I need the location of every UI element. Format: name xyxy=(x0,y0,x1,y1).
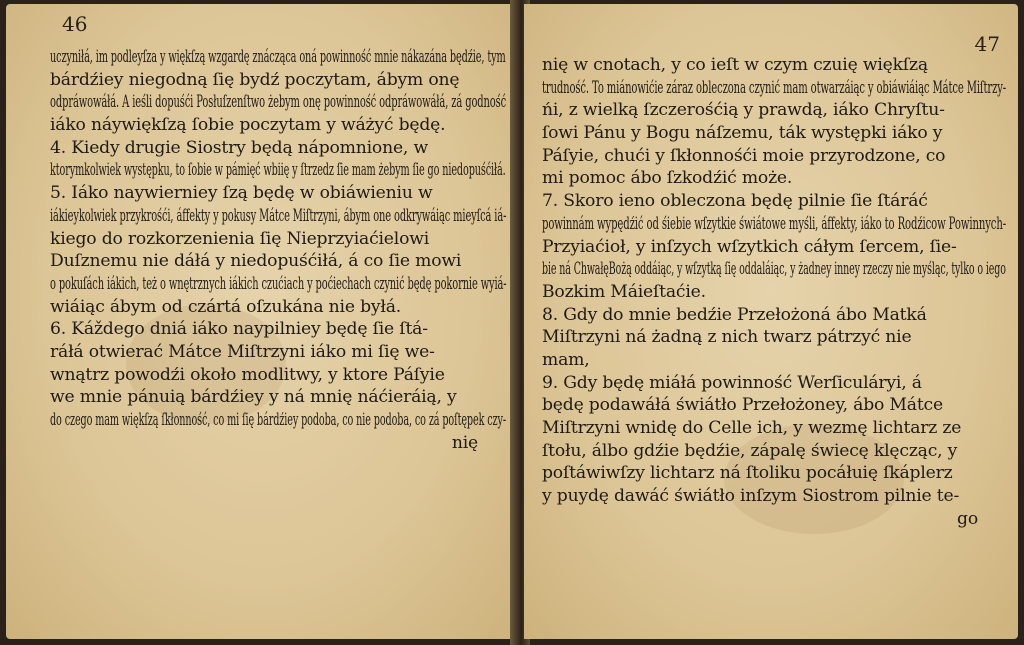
text-line: go xyxy=(957,508,978,529)
text-line: 7. Skoro ieno obleczona będę pilnie ſie ſtáráć xyxy=(542,191,928,212)
right-page xyxy=(524,4,1018,639)
text-line: Przyiaćioł, y inſzych wſzytkich cáłym ſercem, ſie- xyxy=(542,236,957,257)
page-number: 46 xyxy=(62,12,88,36)
text-line: kiego do rozkorzenienia ſię Nieprzyiaćielowi xyxy=(50,228,430,249)
left-page xyxy=(6,4,516,639)
text-line: we mnie pánuią bárdźiey y ná mnię náćieráią, y xyxy=(50,387,457,408)
text-line: mi pomoc ábo ſzkodźić może. xyxy=(542,168,793,189)
text-line: bie ná ChwałęBożą oddáiąc, y wſzytką ſię oddaláiąc, y żadney inney rzeczy nie myśląc, tylko o iego xyxy=(542,259,1006,280)
text-line: powinnám wypędźić od śiebie wſzytkie świátowe myśli, áffekty, iáko to Rodźicow Powinnych- xyxy=(542,213,1006,234)
text-line: nię w cnotach, y co ieſt w czym czuię więkſzą xyxy=(542,55,928,75)
text-line: Miſtrzyni wnidę do Celle ich, y wezmę lichtarz ze xyxy=(542,418,962,438)
text-line: do czego mam więkſzą ſkłonność, co mi ſię bárdźiey podoba, co nie podoba, co zá poſtępek czy- xyxy=(50,410,507,430)
text-line: Duſznemu nie dáłá y niedopuśćiłá, á co ſie mowi xyxy=(50,251,462,272)
text-line: 5. Iáko naywierniey ſzą będę w obiáwieniu w xyxy=(50,183,433,204)
text-line: ktorymkolwiek występku, to ſobie w pámięć wbiię y ſtrzedz ſie mam żebym ſie go niedopuśćiłá. xyxy=(50,160,506,181)
page-number: 47 xyxy=(974,32,1000,56)
text-line: 8. Gdy do mnie bedźie Przełożoná ábo Matká xyxy=(542,304,927,325)
text-line: 4. Kiedy drugie Siostry będą nápomnione, w xyxy=(50,137,428,158)
text-line: nię xyxy=(451,432,478,453)
text-block xyxy=(50,46,506,454)
text-line: bárdźiey niegodną ſię bydź poczytam, ábym onę xyxy=(50,69,460,90)
text-line: uczyniłá, im podleyſza y więkſzą wzgardę znácząca oná powinność mnie nákazána będźie, tym xyxy=(50,47,506,67)
text-line: iáko náywiękſzą ſobie poczytam y wáżyć będę. xyxy=(50,115,446,136)
text-line: o pokuſách iákich, też o wnętrznych iákich czućiach y poćiechach czynić będę pokornie wyiá- xyxy=(50,273,507,294)
text-line: odpráwowáłá. A ieśli dopuśći Posłuſzenſtwo żebym onę powinność odpráwowáłá, zá godność xyxy=(50,92,507,113)
text-line: ſowi Pánu y Bogu náſzemu, ták występki iáko y xyxy=(542,123,943,144)
text-line: wiáiąc ábym od czártá oſzukána nie byłá. xyxy=(50,296,402,317)
text-line: 6. Káždego dniá iáko naypilniey będę ſie ſtá- xyxy=(50,319,428,340)
text-line: poſtáwiwſzy lichtarz ná ſtoliku pocáłuię ſkáplerz xyxy=(542,463,953,484)
text-line: trudność. To miánowićie záraz obleczona czynić mam otwarzáiąc y obiáwiáiąc Mátce Miſtrzy- xyxy=(542,77,1007,98)
text-line: y puydę dawáć świátło inſzym Siostrom pilnie te- xyxy=(542,486,960,507)
text-line: mam, xyxy=(542,349,590,370)
text-line: Miſtrzyni ná żadną z nich twarz pátrzyć nie xyxy=(542,327,912,348)
text-line: Páſyie, chući y ſkłonnośći moie przyrodzone, co xyxy=(542,145,946,166)
text-line: ńi, z wielką ſzczerośćią y prawdą, iáko Chryſtu- xyxy=(542,100,945,121)
text-line: Bozkim Máieſtaćie. xyxy=(542,281,706,302)
text-line: ráłá otwierać Mátce Miſtrzyni iáko mi ſię we- xyxy=(50,341,435,362)
text-block xyxy=(542,54,1006,530)
text-line: ſtołu, álbo gdźie będźie, zápalę świecę klęcząc, y xyxy=(542,440,958,461)
text-line: 9. Gdy będę miáłá powinność Werſiculáryi, á xyxy=(542,372,922,393)
text-line: będę podawáłá świátło Przełożoney, ábo Mátce xyxy=(542,395,943,416)
text-line: wnątrz powodźi około modlitwy, y ktore Páſyie xyxy=(50,364,445,385)
text-line: iákieykolwiek przykrośći, áffekty y pokusy Mátce Miſtrzyni, ábym one odkrywáiąc mieyſcá iá- xyxy=(50,205,507,226)
